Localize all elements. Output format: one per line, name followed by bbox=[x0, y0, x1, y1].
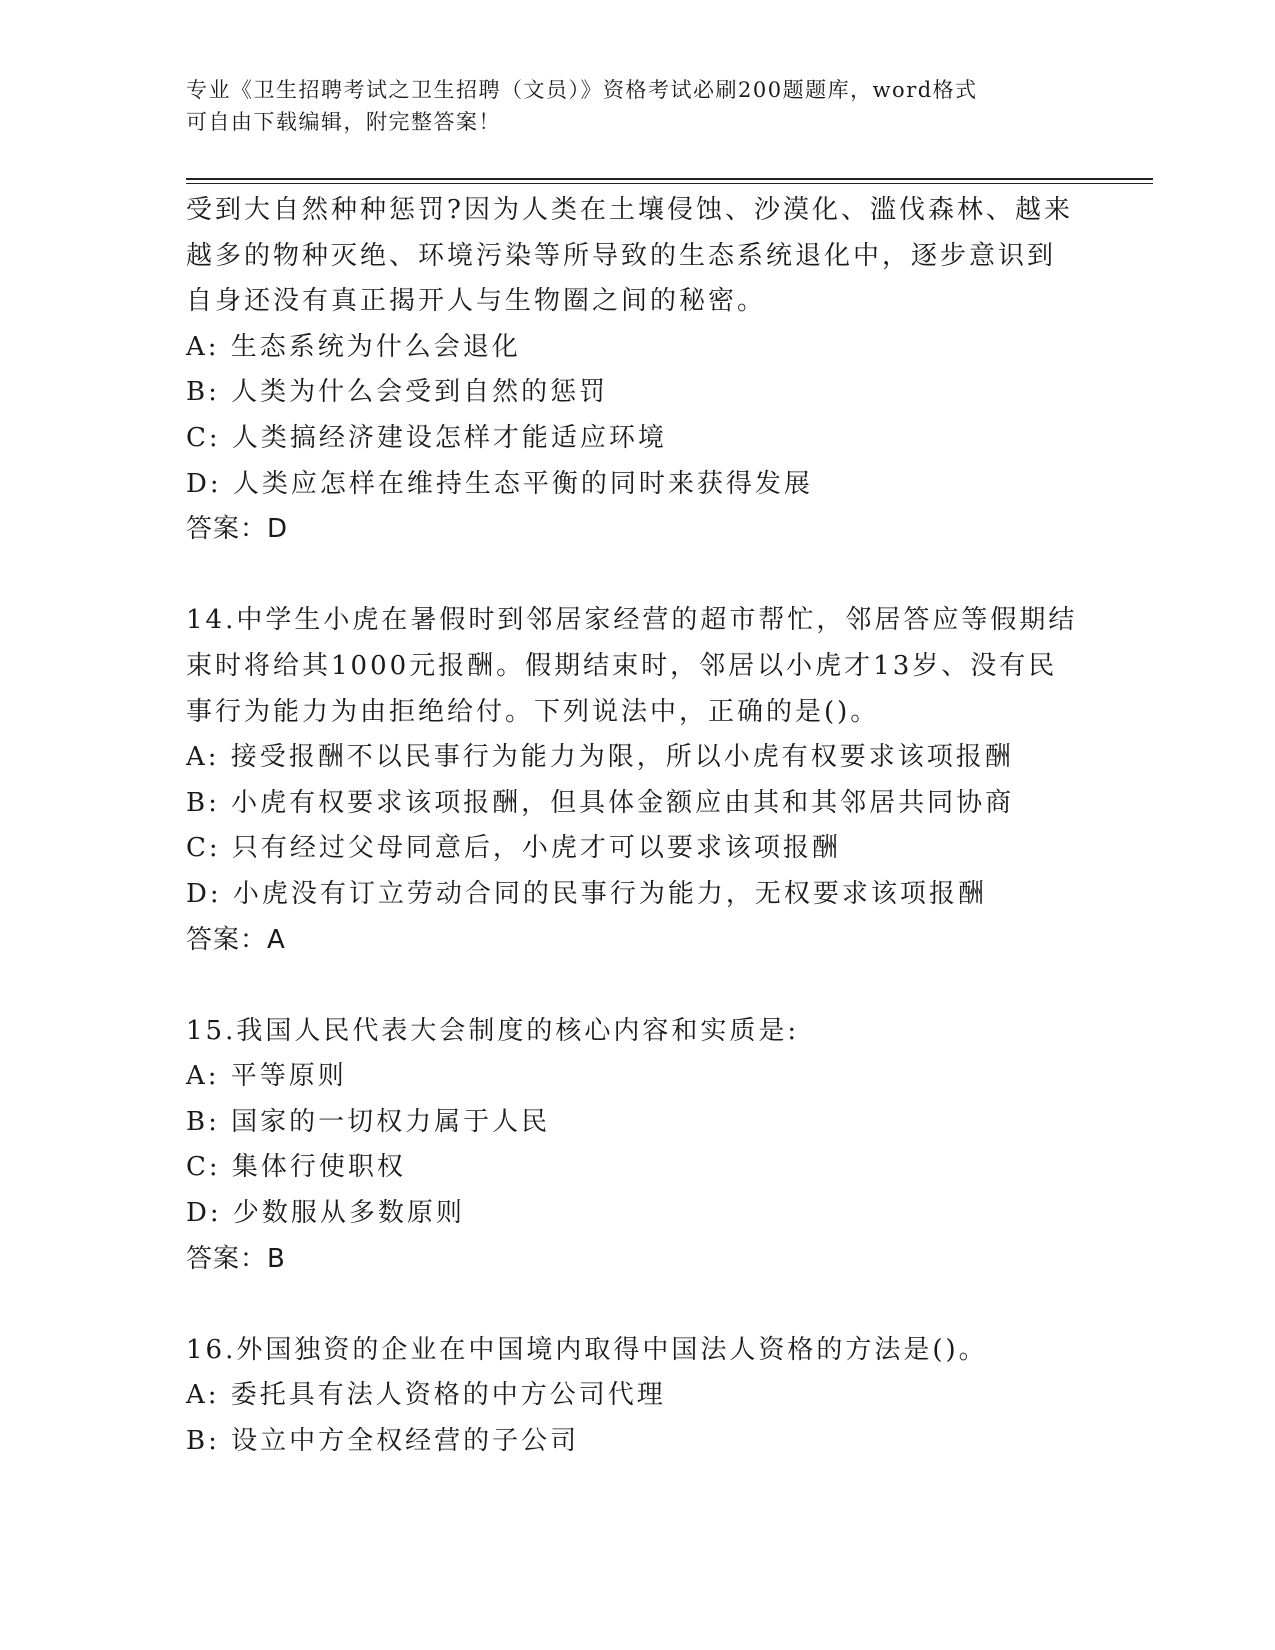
answer-line: 答案：A bbox=[186, 924, 286, 955]
question-14 bbox=[186, 598, 1086, 963]
header-line-2: 可自由下载编辑，附完整答案！ bbox=[186, 110, 501, 134]
question-text-line: 事行为能力为由拒绝给付。下列说法中，正确的是()。 bbox=[186, 696, 880, 727]
page-header bbox=[186, 74, 1086, 138]
question-text-line: 15.我国人民代表大会制度的核心内容和实质是: bbox=[186, 1015, 800, 1046]
spacer bbox=[186, 1282, 1086, 1328]
question-text-line: 16.外国独资的企业在中国境内取得中国法人资格的方法是()。 bbox=[186, 1334, 988, 1365]
option-a: A: 生态系统为什么会退化 bbox=[186, 331, 521, 362]
option-d: D: 小虎没有订立劳动合同的民事行为能力，无权要求该项报酬 bbox=[186, 878, 987, 909]
option-a: A: 平等原则 bbox=[186, 1061, 347, 1092]
option-d: D: 少数服从多数原则 bbox=[186, 1198, 465, 1229]
question-text-line: 14.中学生小虎在暑假时到邻居家经营的超市帮忙，邻居答应等假期结 bbox=[186, 605, 1078, 636]
answer-line: 答案：D bbox=[186, 514, 289, 545]
option-c: C: 只有经过父母同意后，小虎才可以要求该项报酬 bbox=[186, 833, 841, 864]
question-15 bbox=[186, 1009, 1086, 1283]
option-d: D: 人类应怎样在维持生态平衡的同时来获得发展 bbox=[186, 468, 813, 499]
header-rule-thick bbox=[186, 178, 1153, 180]
option-b: B: 国家的一切权力属于人民 bbox=[186, 1106, 551, 1137]
answer-line: 答案：B bbox=[186, 1243, 286, 1274]
question-text-line: 束时将给其1000元报酬。假期结束时，邻居以小虎才13岁、没有民 bbox=[186, 650, 1058, 681]
header-line-1: 专业《卫生招聘考试之卫生招聘（文员）》资格考试必刷200题题库，word格式 bbox=[186, 78, 978, 102]
question-16 bbox=[186, 1328, 1086, 1465]
option-b: B: 设立中方全权经营的子公司 bbox=[186, 1426, 580, 1457]
spacer bbox=[186, 553, 1086, 599]
header-rule-thin bbox=[186, 183, 1153, 184]
question-13 bbox=[186, 188, 1086, 553]
question-text-line: 越多的物种灭绝、环境污染等所导致的生态系统退化中，逐步意识到 bbox=[186, 240, 1057, 271]
question-text-line: 受到大自然种种惩罚?因为人类在土壤侵蚀、沙漠化、滥伐森林、越来 bbox=[186, 195, 1073, 225]
option-a: A: 委托具有法人资格的中方公司代理 bbox=[186, 1380, 666, 1411]
option-c: C: 集体行使职权 bbox=[186, 1152, 406, 1183]
option-c: C: 人类搞经济建设怎样才能适应环境 bbox=[186, 422, 667, 453]
question-text-line: 自身还没有真正揭开人与生物圈之间的秘密。 bbox=[186, 286, 767, 317]
option-b: B: 小虎有权要求该项报酬，但具体金额应由其和其邻居共同协商 bbox=[186, 787, 1015, 818]
document-body bbox=[186, 188, 1086, 1465]
spacer bbox=[186, 963, 1086, 1009]
option-b: B: 人类为什么会受到自然的惩罚 bbox=[186, 377, 609, 408]
option-a: A: 接受报酬不以民事行为能力为限，所以小虎有权要求该项报酬 bbox=[186, 742, 1014, 773]
